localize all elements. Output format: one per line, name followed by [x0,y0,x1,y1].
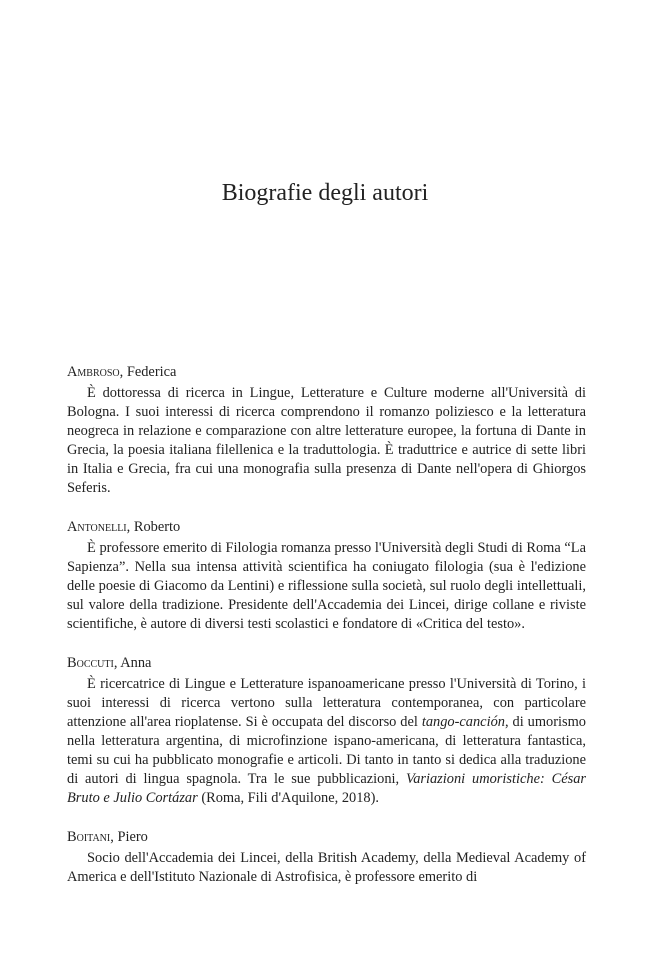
author-given-name: Federica [126,364,177,380]
author-bio: È dottoressa di ricerca in Lingue, Letterature e Culture moderne all'Università di Bologna. I suoi interessi di ricerca comprendono il romanzo poliziesco e la letteratura neogreca in relazione e comparazione con altre letterature europee, la fortuna di Dante in Grecia, la poesia italiana filellenica e la traduttologia. È traduttrice e autrice di sette libri in Italia e Grecia, fra cui una monografia sulla presenza di Dante nell'opera di Ghiorgos Seferis. [67,385,586,496]
author-entry-ambroso [67,363,586,498]
author-bio-list [67,363,586,907]
bio-text: , di umorismo nella letteratura argentina, di microfinzione ispano-americana, di letteratura fantastica, temi su cui ha pubblicato monografie e articoli. Di tanto in tanto si dedica alla traduzione di autori di lingua spagnola. Tra le sue pubblicazioni, [67,714,586,787]
author-surname: Boccuti [67,655,114,671]
author-name: Antonelli, Roberto [67,519,181,535]
author-entry-boitani [67,828,586,887]
author-bio: Socio dell'Accademia dei Lincei, della British Academy, della Medieval Academy of America e dell'Istituto Nazionale di Astrofisica, è professore emerito di [67,850,586,885]
author-bio [67,675,586,808]
author-surname: Boitani [67,829,111,845]
author-given-name: Anna [120,655,152,671]
author-name: Boccuti, Anna [67,655,152,671]
author-given-name: Piero [117,829,148,845]
bio-text: (Roma, Fili d'Aquilone, 2018). [197,790,379,806]
author-surname: Ambroso [67,364,120,380]
author-given-name: Roberto [133,519,181,535]
author-surname: Antonelli [67,519,127,535]
author-entry-antonelli [67,518,586,634]
bio-text: È ricercatrice di Lingue e Letterature ispanoamericane presso l'Università di Torino, i suoi interessi di ricerca vertono sulla letteratura contemporanea, con particolare attenzione all'area rioplatense. Si è occupata del discorso del [67,676,586,730]
author-name: Ambroso, Federica [67,364,177,380]
author-name: Boitani, Piero [67,829,148,845]
bio-italic-title: Variazioni umoristiche: César Bruto e Julio Cortázar [67,771,586,806]
author-bio: È professore emerito di Filologia romanza presso l'Università degli Studi di Roma “La Sapienza”. Nella sua intensa attività scientifica ha coniugato filologia (sua è l'edizione delle poesie di Giacomo da Lentini) e riflessione sulla società, sul ruolo degli intellettuali, sul valore della tradizione. Presidente dell'Accademia dei Lincei, dirige collane e riviste scientifiche, è autore di diversi testi scolastici e fondatore di «Critica del testo». [67,540,586,632]
bio-italic-term: tango-canción [421,714,505,730]
page-title: Biografie degli autori [221,180,429,206]
author-entry-boccuti [67,654,586,808]
